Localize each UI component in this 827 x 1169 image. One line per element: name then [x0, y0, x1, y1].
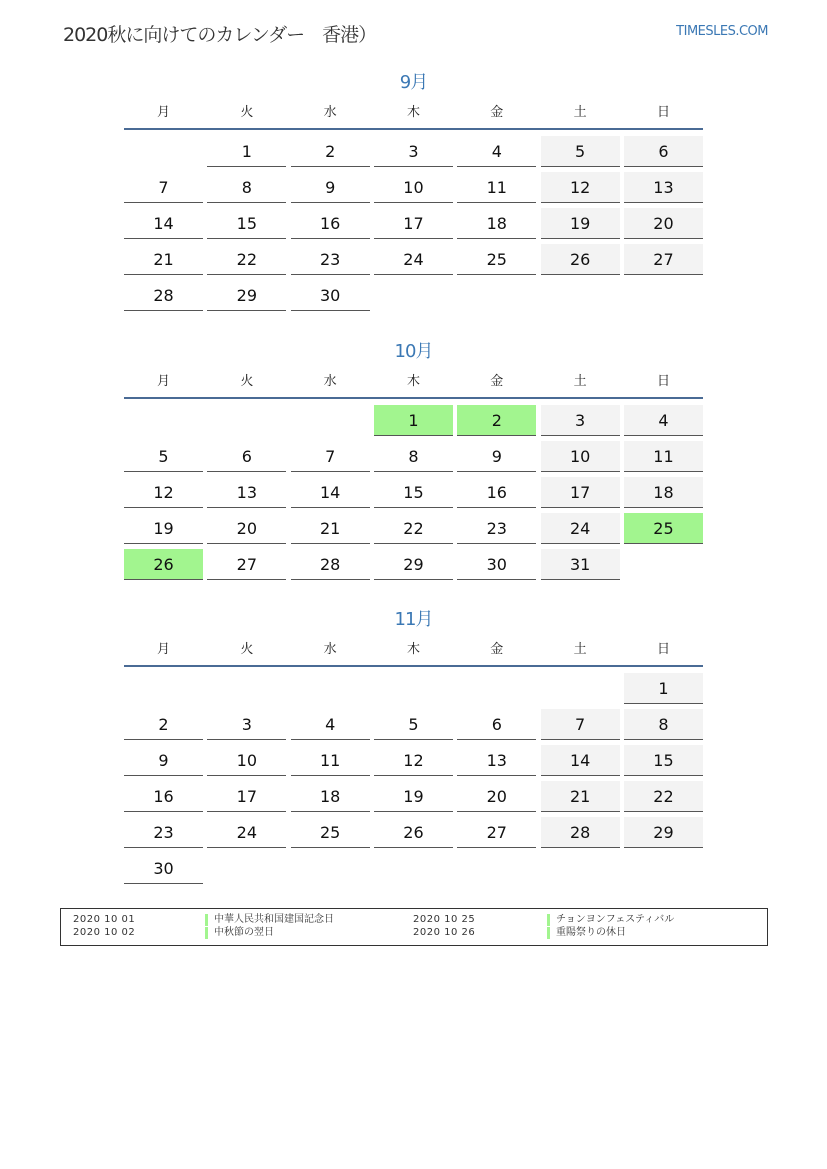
- weekday-label: 月: [156, 642, 170, 657]
- day-cell[interactable]: 26: [374, 817, 453, 848]
- day-cell[interactable]: 10: [207, 745, 286, 776]
- legend-holiday-name: 中華人民共和国建国記念日: [205, 914, 334, 926]
- day-cell[interactable]: 27: [457, 817, 536, 848]
- day-cell[interactable]: 21: [541, 781, 620, 812]
- day-grid: [124, 673, 703, 889]
- brand-logo-text[interactable]: TIMESLES.COM: [676, 24, 768, 39]
- weekday-label: 土: [573, 105, 587, 120]
- day-cell[interactable]: 15: [207, 208, 286, 239]
- week-row: [124, 549, 703, 585]
- day-cell[interactable]: 22: [207, 244, 286, 275]
- day-cell[interactable]: 4: [624, 405, 703, 436]
- empty-day-cell: [457, 853, 536, 884]
- weekday-label: 金: [490, 374, 504, 389]
- day-cell[interactable]: 19: [374, 781, 453, 812]
- day-cell[interactable]: 29: [624, 817, 703, 848]
- month-title: 10月: [394, 341, 433, 362]
- empty-day-cell: [124, 405, 203, 436]
- day-cell[interactable]: 20: [624, 208, 703, 239]
- day-cell[interactable]: 16: [457, 477, 536, 508]
- day-cell[interactable]: 22: [624, 781, 703, 812]
- week-row: [124, 477, 703, 513]
- day-cell[interactable]: 30: [291, 280, 370, 311]
- day-cell[interactable]: 1: [374, 405, 453, 436]
- weekday-label: 水: [323, 642, 337, 657]
- week-row: [124, 513, 703, 549]
- day-grid: [124, 136, 703, 316]
- day-cell[interactable]: 7: [541, 709, 620, 740]
- week-row: [124, 745, 703, 781]
- day-cell[interactable]: 23: [457, 513, 536, 544]
- month-title: 11月: [394, 609, 433, 630]
- legend-date: 2020 10 01: [73, 914, 136, 925]
- day-cell[interactable]: 9: [291, 172, 370, 203]
- weekday-label: 土: [573, 374, 587, 389]
- day-cell[interactable]: 17: [374, 208, 453, 239]
- day-cell[interactable]: 4: [291, 709, 370, 740]
- empty-day-cell: [291, 405, 370, 436]
- day-cell[interactable]: 20: [457, 781, 536, 812]
- day-cell[interactable]: 7: [291, 441, 370, 472]
- day-cell[interactable]: 22: [374, 513, 453, 544]
- weekday-label: 日: [656, 642, 670, 657]
- legend-holiday-name: 重陽祭りの休日: [547, 927, 626, 939]
- empty-day-cell: [374, 853, 453, 884]
- day-cell[interactable]: 25: [624, 513, 703, 544]
- day-cell[interactable]: 10: [374, 172, 453, 203]
- empty-day-cell: [291, 673, 370, 704]
- empty-day-cell: [124, 673, 203, 704]
- week-row: [124, 280, 703, 316]
- weekday-label: 火: [240, 105, 254, 120]
- empty-day-cell: [624, 280, 703, 311]
- day-grid: [124, 405, 703, 585]
- empty-day-cell: [374, 280, 453, 311]
- day-cell[interactable]: 26: [541, 244, 620, 275]
- day-cell[interactable]: 5: [124, 441, 203, 472]
- empty-day-cell: [374, 673, 453, 704]
- empty-day-cell: [541, 853, 620, 884]
- day-cell[interactable]: 28: [541, 817, 620, 848]
- week-row: [124, 673, 703, 709]
- day-cell[interactable]: 24: [207, 817, 286, 848]
- weekday-header: [124, 102, 703, 130]
- day-cell[interactable]: 19: [541, 208, 620, 239]
- day-cell[interactable]: 8: [207, 172, 286, 203]
- day-cell[interactable]: 27: [624, 244, 703, 275]
- month-calendar: [124, 607, 703, 889]
- weekday-label: 金: [490, 105, 504, 120]
- day-cell[interactable]: 16: [291, 208, 370, 239]
- day-cell[interactable]: 21: [124, 244, 203, 275]
- weekday-label: 火: [240, 374, 254, 389]
- weekday-label: 木: [406, 105, 420, 120]
- empty-day-cell: [207, 673, 286, 704]
- day-cell[interactable]: 14: [291, 477, 370, 508]
- day-cell[interactable]: 11: [624, 441, 703, 472]
- day-cell[interactable]: 6: [624, 136, 703, 167]
- day-cell[interactable]: 16: [124, 781, 203, 812]
- day-cell[interactable]: 13: [624, 172, 703, 203]
- weekday-label: 金: [490, 642, 504, 657]
- day-cell[interactable]: 3: [374, 136, 453, 167]
- day-cell[interactable]: 18: [624, 477, 703, 508]
- day-cell[interactable]: 29: [374, 549, 453, 580]
- week-row: [124, 208, 703, 244]
- day-cell[interactable]: 8: [374, 441, 453, 472]
- weekday-label: 水: [323, 374, 337, 389]
- legend-date: 2020 10 02: [73, 927, 136, 938]
- day-cell[interactable]: 28: [124, 280, 203, 311]
- weekday-label: 木: [406, 374, 420, 389]
- day-cell[interactable]: 20: [207, 513, 286, 544]
- empty-day-cell: [457, 280, 536, 311]
- legend-date: 2020 10 26: [413, 927, 476, 938]
- day-cell[interactable]: 5: [541, 136, 620, 167]
- empty-day-cell: [541, 280, 620, 311]
- weekday-label: 木: [406, 642, 420, 657]
- day-cell[interactable]: 7: [124, 172, 203, 203]
- day-cell[interactable]: 24: [541, 513, 620, 544]
- day-cell[interactable]: 12: [374, 745, 453, 776]
- empty-day-cell: [624, 549, 703, 580]
- empty-day-cell: [124, 136, 203, 167]
- empty-day-cell: [291, 853, 370, 884]
- day-cell[interactable]: 10: [541, 441, 620, 472]
- day-cell[interactable]: 27: [207, 549, 286, 580]
- day-cell[interactable]: 24: [374, 244, 453, 275]
- day-cell[interactable]: 31: [541, 549, 620, 580]
- page-title: 2020秋に向けてのカレンダー 香港）: [63, 24, 377, 46]
- day-cell[interactable]: 18: [457, 208, 536, 239]
- week-row: [124, 709, 703, 745]
- empty-day-cell: [541, 673, 620, 704]
- day-cell[interactable]: 14: [541, 745, 620, 776]
- day-cell[interactable]: 5: [374, 709, 453, 740]
- day-cell[interactable]: 26: [124, 549, 203, 580]
- day-cell[interactable]: 3: [207, 709, 286, 740]
- week-row: [124, 136, 703, 172]
- day-cell[interactable]: 25: [457, 244, 536, 275]
- legend-holiday-name: 中秋節の翌日: [205, 927, 274, 939]
- day-cell[interactable]: 9: [124, 745, 203, 776]
- day-cell[interactable]: 13: [457, 745, 536, 776]
- month-title: 9月: [399, 72, 428, 93]
- day-cell[interactable]: 6: [207, 441, 286, 472]
- day-cell[interactable]: 15: [374, 477, 453, 508]
- week-row: [124, 172, 703, 208]
- day-cell[interactable]: 21: [291, 513, 370, 544]
- day-cell[interactable]: 6: [457, 709, 536, 740]
- month-calendar: [124, 339, 703, 585]
- empty-day-cell: [207, 405, 286, 436]
- day-cell[interactable]: 9: [457, 441, 536, 472]
- weekday-label: 日: [656, 374, 670, 389]
- day-cell[interactable]: 1: [624, 673, 703, 704]
- day-cell[interactable]: 15: [624, 745, 703, 776]
- weekday-label: 月: [156, 105, 170, 120]
- day-cell[interactable]: 13: [207, 477, 286, 508]
- week-row: [124, 817, 703, 853]
- day-cell[interactable]: 18: [291, 781, 370, 812]
- day-cell[interactable]: 29: [207, 280, 286, 311]
- week-row: [124, 853, 703, 889]
- day-cell[interactable]: 19: [124, 513, 203, 544]
- day-cell[interactable]: 23: [124, 817, 203, 848]
- weekday-label: 日: [656, 105, 670, 120]
- week-row: [124, 441, 703, 477]
- week-row: [124, 405, 703, 441]
- day-cell[interactable]: 1: [207, 136, 286, 167]
- empty-day-cell: [207, 853, 286, 884]
- weekday-header: [124, 639, 703, 667]
- weekday-header: [124, 371, 703, 399]
- weekday-label: 火: [240, 642, 254, 657]
- week-row: [124, 781, 703, 817]
- week-row: [124, 244, 703, 280]
- month-calendar: [124, 70, 703, 316]
- legend-holiday-name: チョンヨンフェスティバル: [547, 914, 674, 926]
- day-cell[interactable]: 8: [624, 709, 703, 740]
- holiday-legend: [60, 908, 768, 946]
- empty-day-cell: [457, 673, 536, 704]
- day-cell[interactable]: 14: [124, 208, 203, 239]
- day-cell[interactable]: 17: [541, 477, 620, 508]
- empty-day-cell: [624, 853, 703, 884]
- day-cell[interactable]: 12: [124, 477, 203, 508]
- day-cell[interactable]: 2: [457, 405, 536, 436]
- day-cell[interactable]: 2: [124, 709, 203, 740]
- day-cell[interactable]: 30: [457, 549, 536, 580]
- day-cell[interactable]: 2: [291, 136, 370, 167]
- day-cell[interactable]: 25: [291, 817, 370, 848]
- legend-date: 2020 10 25: [413, 914, 476, 925]
- weekday-label: 土: [573, 642, 587, 657]
- day-cell[interactable]: 4: [457, 136, 536, 167]
- day-cell[interactable]: 17: [207, 781, 286, 812]
- weekday-label: 水: [323, 105, 337, 120]
- day-cell[interactable]: 11: [291, 745, 370, 776]
- day-cell[interactable]: 28: [291, 549, 370, 580]
- day-cell[interactable]: 30: [124, 853, 203, 884]
- day-cell[interactable]: 23: [291, 244, 370, 275]
- day-cell[interactable]: 11: [457, 172, 536, 203]
- weekday-label: 月: [156, 374, 170, 389]
- day-cell[interactable]: 3: [541, 405, 620, 436]
- day-cell[interactable]: 12: [541, 172, 620, 203]
